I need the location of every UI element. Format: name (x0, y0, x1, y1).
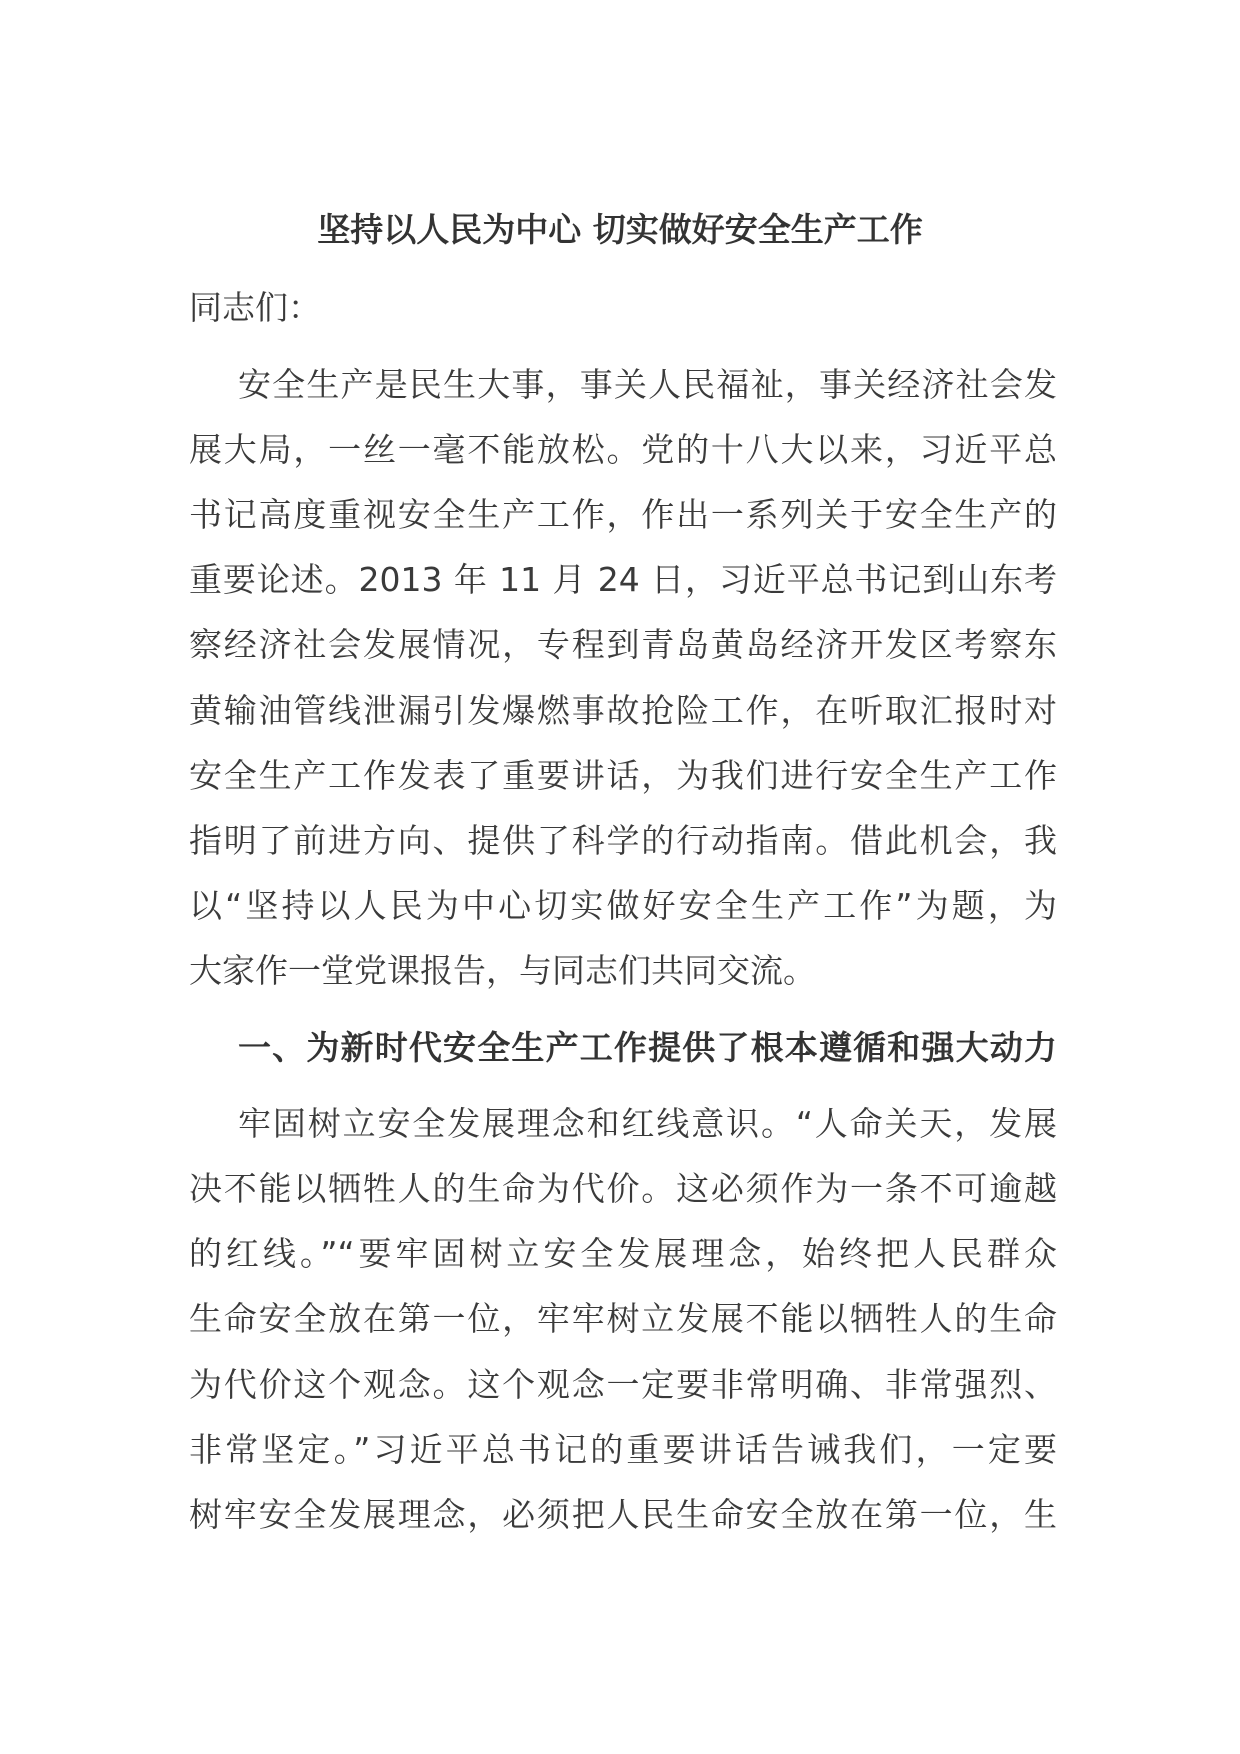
paragraph-line: 展大局，一丝一毫不能放松。党的十八大以来，习近平总 (189, 430, 1057, 469)
section-heading: 一、为新时代安全生产工作提供了根本遵循和强大动力 (238, 1028, 1057, 1067)
paragraph-line: 决不能以牺牲人的生命为代价。这必须作为一条不可逾越 (189, 1169, 1057, 1208)
salutation: 同志们： (189, 288, 321, 327)
paragraph-line: 为代价这个观念。这个观念一定要非常明确、非常强烈、 (189, 1365, 1057, 1404)
paragraph-line: 书记高度重视安全生产工作，作出一系列关于安全生产的 (189, 495, 1057, 534)
paragraph-line: 树牢安全发展理念，必须把人民生命安全放在第一位，生 (189, 1495, 1057, 1534)
document-title: 坚持以人民为中心 切实做好安全生产工作 (317, 210, 923, 249)
paragraph-line: 指明了前进方向、提供了科学的行动指南。借此机会，我 (189, 821, 1057, 860)
paragraph-line: 大家作一堂党课报告，与同志们共同交流。 (189, 951, 816, 990)
paragraph-line: 重要论述。2013 年 11 月 24 日，习近平总书记到山东考 (189, 560, 1057, 599)
paragraph-line: 黄输油管线泄漏引发爆燃事故抢险工作，在听取汇报时对 (189, 691, 1057, 730)
paragraph-line: 生命安全放在第一位，牢牢树立发展不能以牺牲人的生命 (189, 1299, 1057, 1338)
paragraph-line: 的红线。”“要牢固树立安全发展理念，始终把人民群众 (189, 1234, 1057, 1273)
paragraph-line: 安全生产工作发表了重要讲话，为我们进行安全生产工作 (189, 756, 1057, 795)
paragraph-line: 非常坚定。”习近平总书记的重要讲话告诫我们，一定要 (189, 1430, 1057, 1469)
paragraph-line: 察经济社会发展情况，专程到青岛黄岛经济开发区考察东 (189, 625, 1057, 664)
paragraph-line: 以“坚持以人民为中心切实做好安全生产工作”为题，为 (189, 886, 1057, 925)
paragraph-line: 牢固树立安全发展理念和红线意识。“人命关天，发展 (238, 1104, 1057, 1143)
paragraph-line: 安全生产是民生大事，事关人民福祉，事关经济社会发 (238, 365, 1057, 404)
